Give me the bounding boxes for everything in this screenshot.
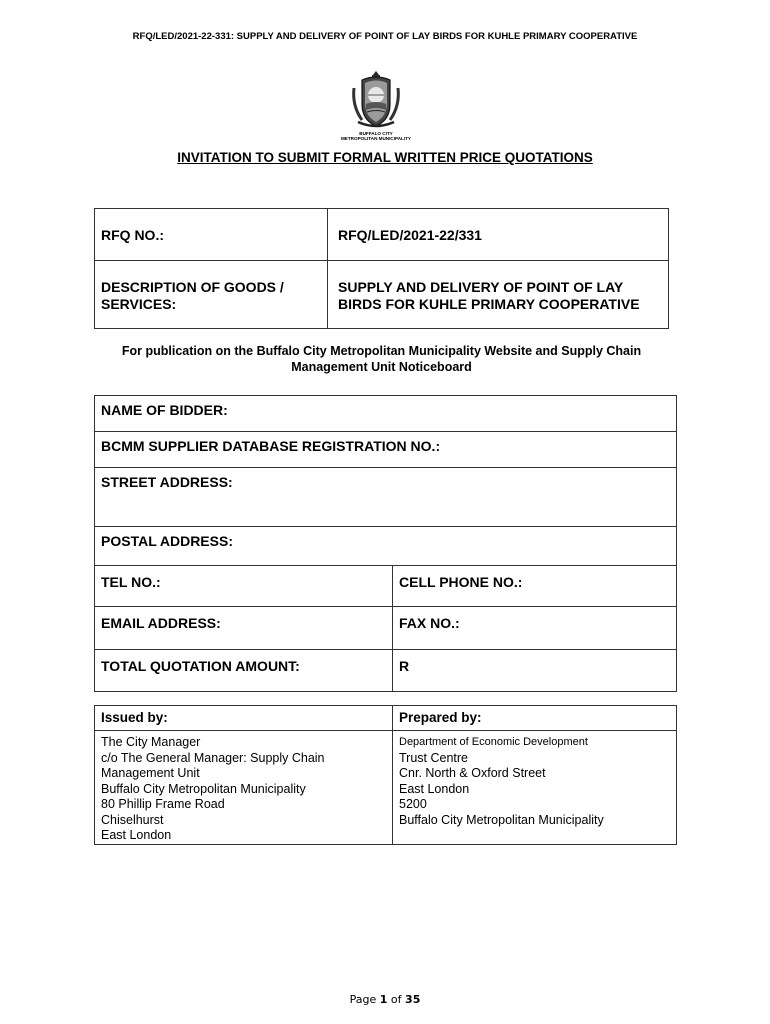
issued-line: c/o The General Manager: Supply Chain: [101, 750, 325, 765]
coat-of-arms-icon: [340, 70, 412, 130]
running-header: RFQ/LED/2021-22-331: SUPPLY AND DELIVERY OF POINT OF LAY BIRDS FOR KUHLE PRIMARY COOPERATIVE: [132, 31, 638, 42]
postal-address-field[interactable]: POSTAL ADDRESS:: [95, 527, 677, 566]
fax-number-field[interactable]: FAX NO.:: [393, 607, 677, 650]
issued-prepared-table: [94, 705, 677, 845]
page-total: 35: [405, 993, 421, 1006]
document-title: INVITATION TO SUBMIT FORMAL WRITTEN PRICE QUOTATIONS: [177, 150, 593, 165]
prepared-line: Trust Centre: [399, 750, 469, 765]
prepared-line: East London: [399, 781, 470, 796]
description-value: SUPPLY AND DELIVERY OF POINT OF LAY BIRDS FOR KUHLE PRIMARY COOPERATIVE: [328, 261, 669, 329]
bidder-name-field[interactable]: NAME OF BIDDER:: [95, 396, 677, 432]
prepared-by-address: [393, 731, 677, 845]
prepared-line: 5200: [399, 797, 427, 811]
page-of: of: [387, 993, 406, 1006]
issued-line: East London: [101, 828, 172, 842]
total-quotation-label: TOTAL QUOTATION AMOUNT:: [95, 650, 393, 692]
bidder-details-table: [94, 395, 677, 692]
street-address-field[interactable]: STREET ADDRESS:: [95, 468, 677, 527]
issued-line: Buffalo City Metropolitan Municipality: [101, 781, 306, 796]
issued-by-heading: Issued by:: [95, 706, 393, 731]
prepared-department: Department of Economic Development: [399, 736, 588, 748]
issued-line: Management Unit: [101, 766, 200, 780]
prepared-by-heading: Prepared by:: [393, 706, 677, 731]
logo-line-2: METROPOLITAN MUNICIPALITY: [340, 136, 411, 141]
prepared-line: Cnr. North & Oxford Street: [399, 766, 546, 780]
cell-phone-field[interactable]: CELL PHONE NO.:: [393, 566, 677, 607]
municipality-logo: [340, 70, 412, 146]
publication-note: For publication on the Buffalo City Metropolitan Municipality Website and Supply Chain Management Unit Noticeboard: [121, 344, 642, 374]
logo-line-1: BUFFALO CITY: [359, 131, 393, 136]
email-address-field[interactable]: EMAIL ADDRESS:: [95, 607, 393, 650]
rfq-number-value: RFQ/LED/2021-22/331: [328, 209, 669, 261]
tel-number-field[interactable]: TEL NO.:: [95, 566, 393, 607]
rfq-number-label: RFQ NO.:: [95, 209, 328, 261]
prepared-line: Buffalo City Metropolitan Municipality: [399, 812, 604, 827]
page-number: [0, 993, 770, 1006]
issued-line: 80 Phillip Frame Road: [101, 797, 225, 811]
description-label: DESCRIPTION OF GOODS / SERVICES:: [95, 261, 328, 329]
page-current: 1: [379, 993, 388, 1006]
page-prefix: Page: [349, 993, 380, 1006]
issued-line: The City Manager: [101, 735, 201, 749]
issued-by-address: [95, 731, 393, 845]
registration-number-field[interactable]: BCMM SUPPLIER DATABASE REGISTRATION NO.:: [95, 432, 677, 468]
total-quotation-amount-field[interactable]: R: [393, 650, 677, 692]
issued-line: Chiselhurst: [101, 812, 164, 827]
rfq-table: [94, 208, 669, 329]
